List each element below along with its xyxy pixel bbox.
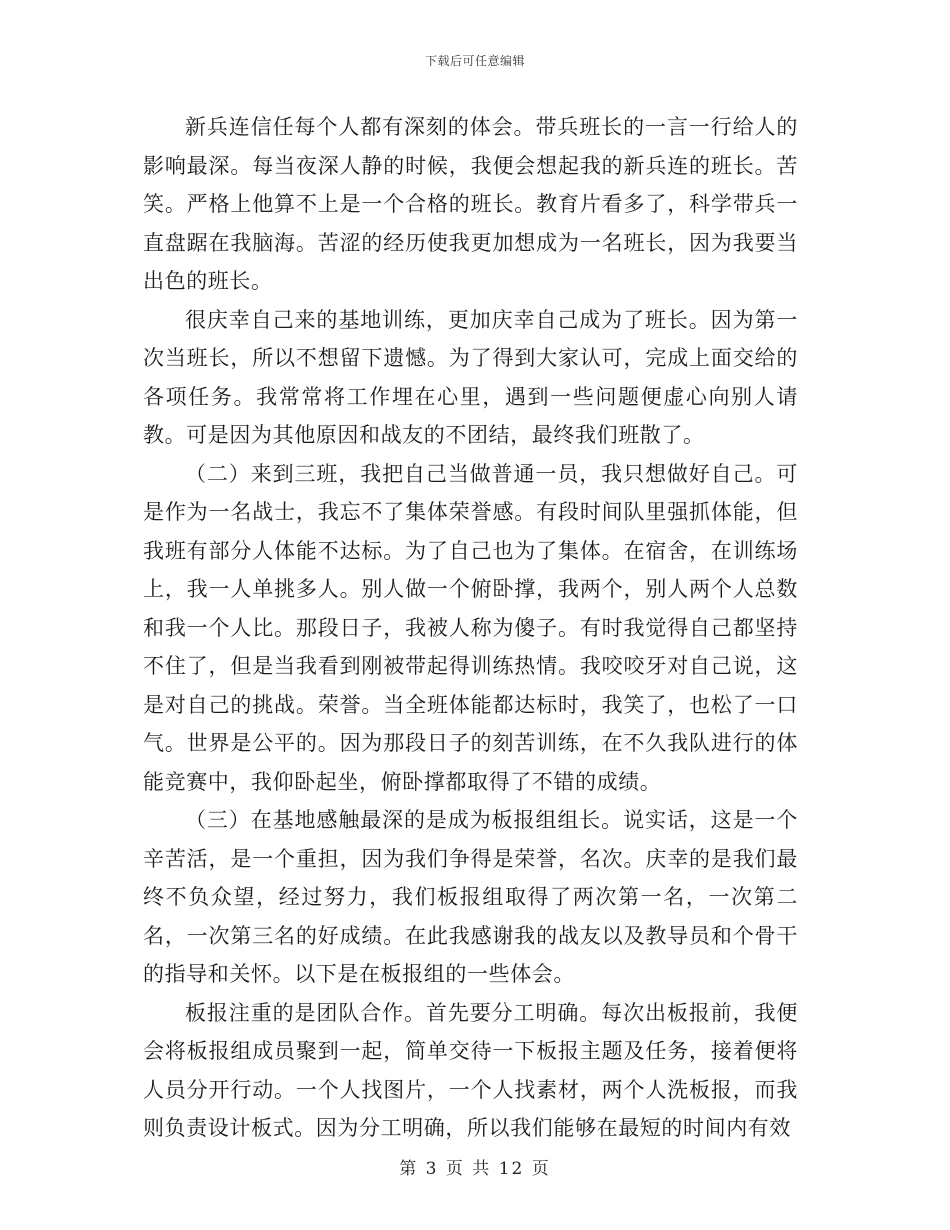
- header-note: 下载后可任意编辑: [424, 54, 525, 68]
- paragraph-2: 很庆幸自己来的基地训练，更加庆幸自己成为了班长。因为第一次当班长，所以不想留下遗憾。为了得到大家认可，完成上面交给的各项任务。我常常将工作埋在心里，遇到一些问题便虚心向别人请教。可是因为其他原因和战友的不团结，最终我们班散了。: [143, 307, 798, 447]
- paragraph-1: 新兵连信任每个人都有深刻的体会。带兵班长的一言一行给人的影响最深。每当夜深人静的时候，我便会想起我的新兵连的班长。苦笑。严格上他算不上是一个合格的班长。教育片看多了，科学带兵一直盘踞在我脑海。苦涩的经历使我更加想成为一名班长，因为我要当出色的班长。: [143, 115, 798, 293]
- document-body: [143, 108, 798, 1148]
- paragraph-3: （二）来到三班，我把自己当做普通一员，我只想做好自己。可是作为一名战士，我忘不了集体荣誉感。有段时间队里强抓体能，但我班有部分人体能不达标。为了自己也为了集体。在宿舍，在训练场上，我一人单挑多人。别人做一个俯卧撑，我两个，别人两个人总数和我一个人比。那段日子，我被人称为傻子。有时我觉得自己都坚持不住了，但是当我看到刚被带起得训练热情。我咬咬牙对自己说，这是对自己的挑战。荣誉。当全班体能都达标时，我笑了，也松了一口气。世界是公平的。因为那段日子的刻苦训练，在不久我队进行的体能竞赛中，我仰卧起坐，俯卧撑都取得了不错的成绩。: [143, 461, 798, 794]
- paragraph-4: （三）在基地感触最深的是成为板报组组长。说实话，这是一个辛苦活，是一个重担，因为我们争得是荣誉，名次。庆幸的是我们最终不负众望，经过努力，我们板报组取得了两次第一名，一次第二名，一次第三名的好成绩。在此我感谢我的战友以及教导员和个骨干的指导和关怀。以下是在板报组的一些体会。: [143, 808, 798, 986]
- paragraph-5: 板报注重的是团队合作。首先要分工明确。每次出板报前，我便会将板报组成员聚到一起，简单交待一下板报主题及任务，接着便将人员分开行动。一个人找图片，一个人找素材，两个人洗板报，而我则负责设计板式。因为分工明确，所以我们能够在最短的时间内有效: [143, 1000, 798, 1140]
- page-number-footer: 第 3 页 共 12 页: [399, 1159, 551, 1179]
